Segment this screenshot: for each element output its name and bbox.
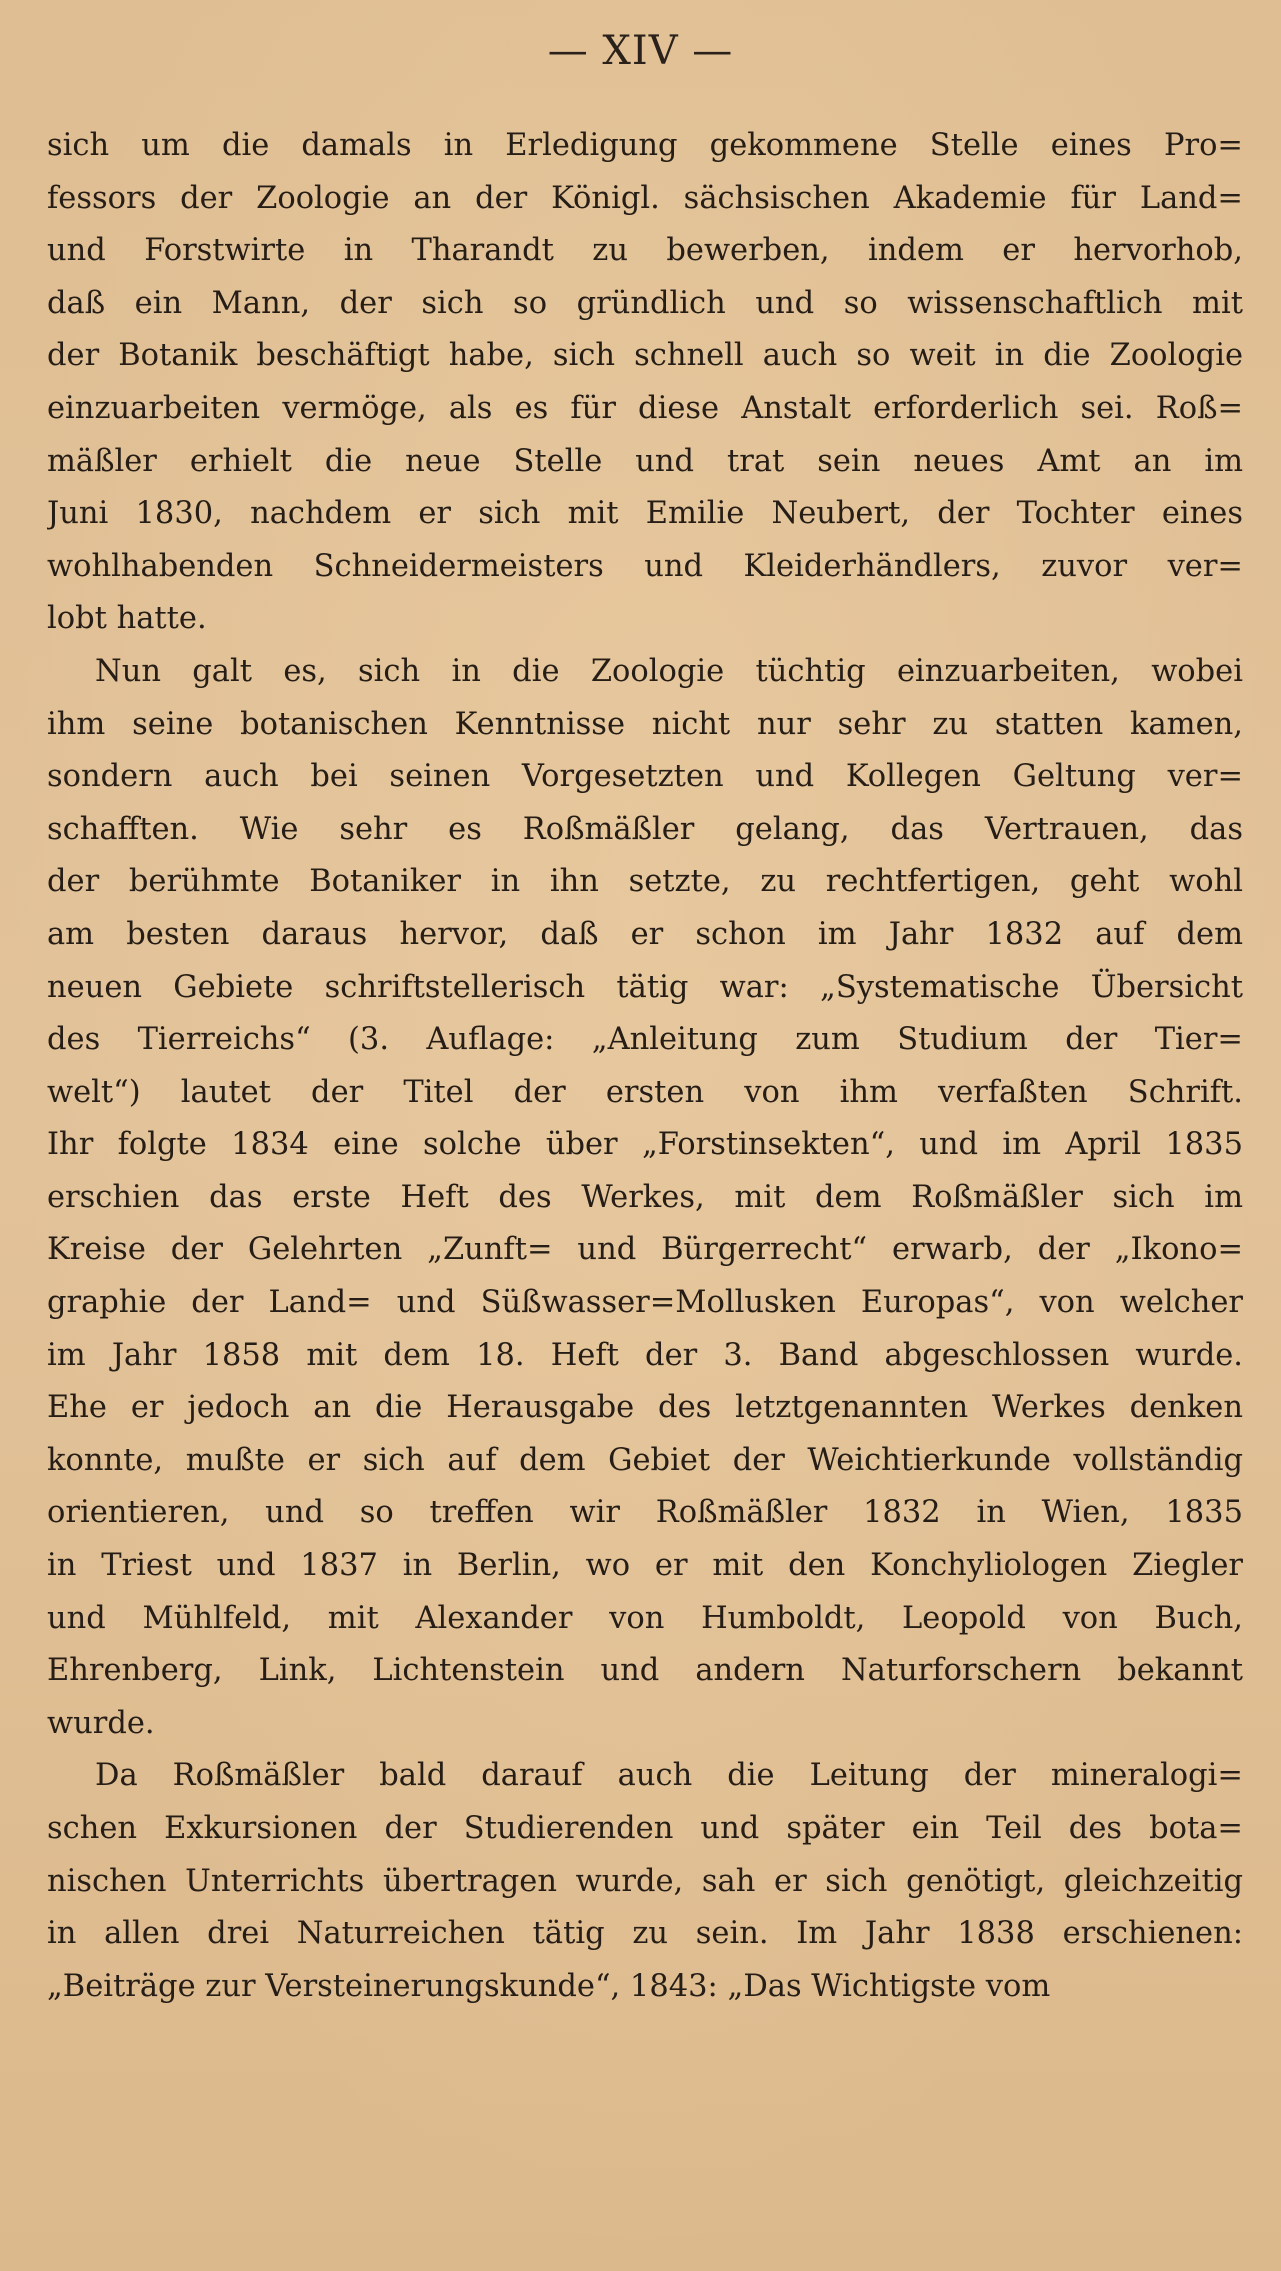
text-line: mäßler erhielt die neue Stelle und trat sein neues Amt an im: [47, 443, 1243, 479]
text-line: nischen Unterrichts übertragen wurde, sah er sich genötigt, gleichzeitig: [47, 1863, 1243, 1899]
text-line: des Tierreichs“ (3. Auflage: „Anleitung zum Studium der Tier=: [47, 1022, 1243, 1058]
text-line: sich um die damals in Erledigung gekommene Stelle eines Pro=: [47, 128, 1243, 163]
text-line: Juni 1830, nachdem er sich mit Emilie Neubert, der Tochter eines: [47, 496, 1243, 532]
text-line: erschien das erste Heft des Werkes, mit dem Roßmäßler sich im: [47, 1179, 1243, 1215]
text-line: „Beiträge zur Versteinerungskunde“, 1843: „Das Wichtigste vom: [47, 1968, 1051, 2004]
text-line: lobt hatte.: [47, 601, 207, 637]
text-line: graphie der Land= und Süßwasser=Mollusken Europas“, von welcher: [47, 1285, 1243, 1321]
text-line: welt“) lautet der Titel der ersten von ihm verfaßten Schrift.: [47, 1074, 1243, 1110]
text-line: am besten daraus hervor, daß er schon im Jahr 1832 auf dem: [47, 916, 1243, 952]
text-line: und Mühlfeld, mit Alexander von Humboldt, Leopold von Buch,: [47, 1600, 1243, 1636]
text-line: Nun galt es, sich in die Zoologie tüchtig einzuarbeiten, wobei: [95, 653, 1243, 689]
text-line: fessors der Zoologie an der Königl. sächsischen Akademie für Land=: [47, 180, 1243, 216]
text-line: wurde.: [47, 1705, 155, 1741]
text-line: orientieren, und so treffen wir Roßmäßler 1832 in Wien, 1835: [47, 1495, 1243, 1531]
text-line: wohlhabenden Schneidermeisters und Kleiderhändlers, zuvor ver=: [47, 548, 1243, 584]
text-line: in Triest und 1837 in Berlin, wo er mit den Konchyliologen Ziegler: [47, 1548, 1243, 1584]
text-line: im Jahr 1858 mit dem 18. Heft der 3. Band abgeschlossen wurde.: [47, 1337, 1243, 1373]
text-line: daß ein Mann, der sich so gründlich und so wissenschaftlich mit: [47, 285, 1243, 321]
text-line: der Botanik beschäftigt habe, sich schnell auch so weit in die Zoologie: [47, 338, 1243, 374]
text-line: Ehrenberg, Link, Lichtenstein und andern Naturforschern bekannt: [47, 1653, 1243, 1689]
text-line: konnte, mußte er sich auf dem Gebiet der Weichtierkunde vollständig: [47, 1442, 1243, 1478]
text-line: Ehe er jedoch an die Herausgabe des letztgenannten Werkes denken: [47, 1390, 1243, 1426]
text-line: Ihr folgte 1834 eine solche über „Forstinsekten“, und im April 1835: [47, 1127, 1243, 1163]
page-number: — XIV —: [547, 28, 734, 74]
text-line: Da Roßmäßler bald darauf auch die Leitung der mineralogi=: [95, 1758, 1243, 1794]
text-line: und Forstwirte in Tharandt zu bewerben, indem er hervorhob,: [47, 233, 1243, 269]
body-text: [47, 120, 1243, 2013]
text-line: in allen drei Naturreichen tätig zu sein. Im Jahr 1838 erschienen:: [47, 1916, 1243, 1952]
text-line: neuen Gebiete schriftstellerisch tätig war: „Systematische Übersicht: [47, 969, 1243, 1005]
text-line: schafften. Wie sehr es Roßmäßler gelang, das Vertrauen, das: [47, 811, 1243, 847]
text-line: schen Exkursionen der Studierenden und später ein Teil des bota=: [47, 1811, 1243, 1846]
text-line: ihm seine botanischen Kenntnisse nicht nur sehr zu statten kamen,: [47, 706, 1243, 742]
text-line: sondern auch bei seinen Vorgesetzten und Kollegen Geltung ver=: [47, 759, 1243, 795]
text-line: Kreise der Gelehrten „Zunft= und Bürgerrecht“ erwarb, der „Ikono=: [47, 1232, 1243, 1268]
text-line: einzuarbeiten vermöge, als es für diese Anstalt erforderlich sei. Roß=: [47, 390, 1243, 426]
text-line: der berühmte Botaniker in ihn setzte, zu rechtfertigen, geht wohl: [47, 864, 1243, 900]
